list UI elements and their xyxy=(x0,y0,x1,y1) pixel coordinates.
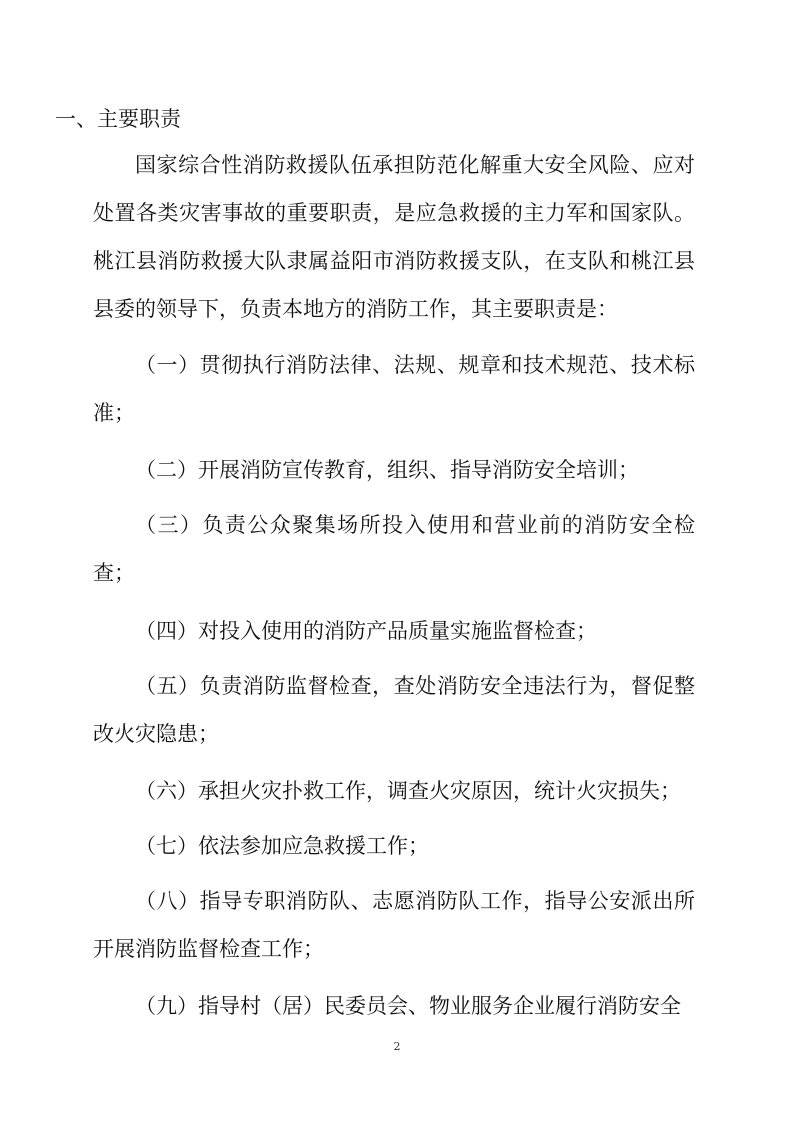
intro-paragraph: 国家综合性消防救援队伍承担防范化解重大安全风险、应对处置各类灾害事故的重要职责，是应急救援的主力军和国家队。桃江县消防救援大队隶属益阳市消防救援支队，在支队和桃江县县委的领导下，负责本地方的消防工作，其主要职责是： xyxy=(93,153,695,321)
section-heading: 一、主要职责 xyxy=(55,107,181,131)
duty-item-7: （七）依法参加应急救援工作； xyxy=(135,834,429,858)
duty-item-3: （三）负责公众聚集场所投入使用和营业前的消防安全检查； xyxy=(93,513,695,585)
page-number: 2 xyxy=(393,1040,401,1053)
duty-item-1: （一）贯彻执行消防法律、法规、规章和技术规范、技术标准； xyxy=(93,353,695,425)
duty-item-9: （九）指导村（居）民委员会、物业服务企业履行消防安全 xyxy=(135,994,681,1018)
duty-item-2: （二）开展消防宣传教育，组织、指导消防安全培训； xyxy=(135,458,639,482)
duty-item-4: （四）对投入使用的消防产品质量实施监督检查； xyxy=(135,619,597,643)
duty-item-6: （六）承担火灾扑救工作，调查火灾原因，统计火灾损失； xyxy=(135,779,681,803)
duty-item-5: （五）负责消防监督检查，查处消防安全违法行为，督促整改火灾隐患； xyxy=(93,674,695,746)
duty-item-8: （八）指导专职消防队、志愿消防队工作，指导公安派出所开展消防监督检查工作； xyxy=(93,889,695,961)
